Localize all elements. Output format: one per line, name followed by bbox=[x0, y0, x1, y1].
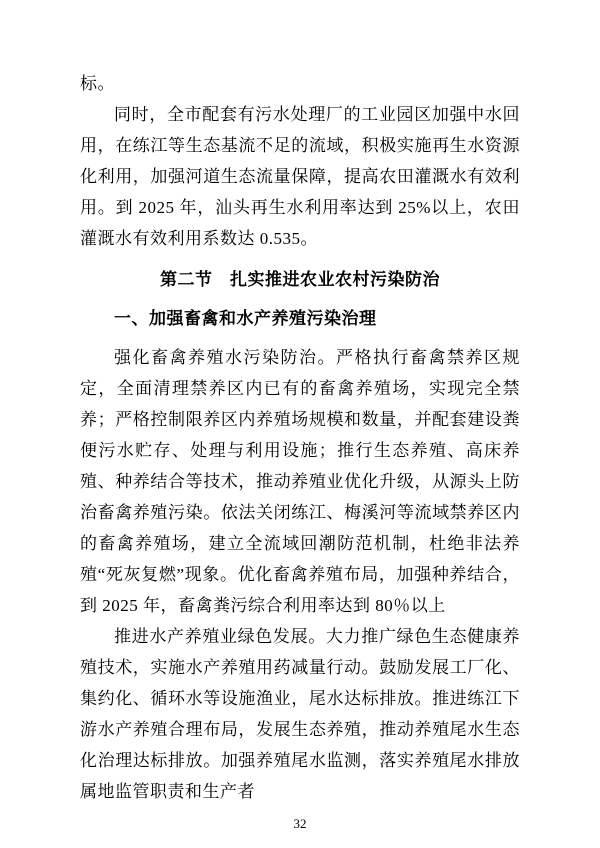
subsection-heading: 一、加强畜禽和水产养殖污染治理 bbox=[114, 309, 377, 328]
paragraph-livestock-pollution: 强化畜禽养殖水污染防治。严格执行畜禽禁养区规定，全面清理禁养区内已有的畜禽养殖场，实现完全禁养；严格控制限养区内养殖场规模和数量，并配套建设粪便污水贮存、处理与利用设施；推行生态养殖、高床养殖、种养结合等技术，推动养殖业优化升级，从源头上防治畜禽养殖污染。依法关闭练江、梅溪河等流域禁养区内的畜禽养殖场，建立全流域回潮防范机制，杜绝非法养殖“死灰复燃”现象。优化畜禽养殖布局，加强种养结合，到 2025 年，畜禽粪污综合利用率达到 80％以上 bbox=[80, 348, 520, 615]
paragraph-continuation-fragment: 标。 bbox=[80, 74, 115, 93]
paragraph-aquaculture-development: 推进水产养殖业绿色发展。大力推广绿色生态健康养殖技术，实施水产养殖用药减量行动。鼓励发展工厂化、集约化、循环水等设施渔业，尾水达标排放。推进练江下游水产养殖合理布局，发展生态养殖，推动养殖尾水生态化治理达标排放。加强养殖尾水监测，落实养殖尾水排放属地监管职责和生产者 bbox=[80, 627, 520, 801]
page-number: 32 bbox=[293, 816, 307, 831]
paragraph-water-reuse: 同时，全市配套有污水处理厂的工业园区加强中水回用，在练江等生态基流不足的流域，积极实施再生水资源化利用，加强河道生态流量保障，提高农田灌溉水有效利用。到 2025 年，汕头再生水利用率达到 25%以上，农田灌溉水有效利用系数达 0.535。 bbox=[80, 105, 520, 248]
section-heading: 第二节 扎实推进农业农村污染防治 bbox=[160, 270, 440, 289]
